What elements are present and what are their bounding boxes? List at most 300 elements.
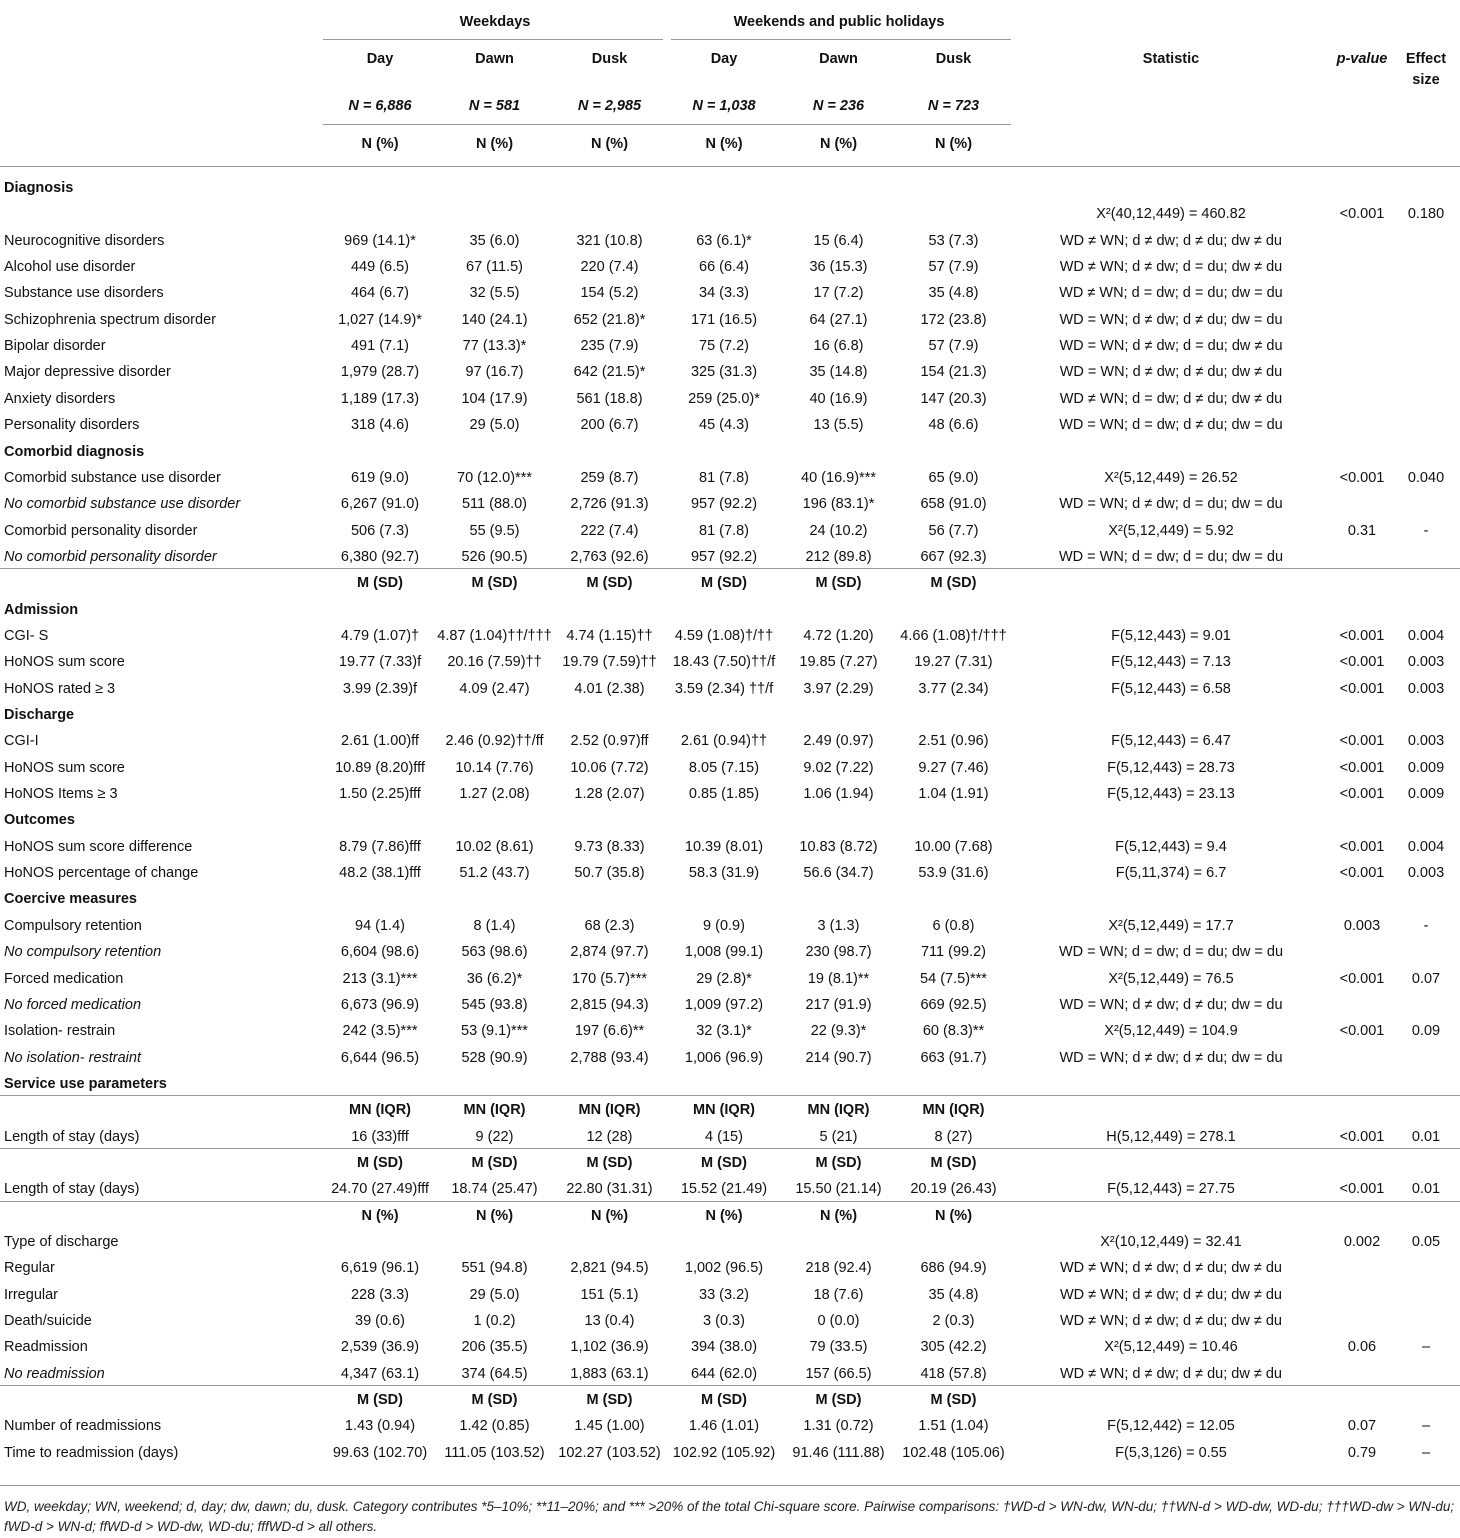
table-row <box>0 518 1460 544</box>
statistic-cell: F(5,11,374) = 6.7 <box>1115 865 1227 882</box>
col-wd-dawn: Dawn <box>475 51 514 67</box>
value-cell: 3.99 (2.39)f <box>342 680 418 697</box>
n-we-day: N = 1,038 <box>692 98 756 114</box>
value-cell: 24 (10.2) <box>809 522 868 539</box>
table-row <box>0 807 1460 833</box>
statistic-cell: WD = WN; d = dw; d = du; dw = du <box>1058 548 1284 565</box>
pvalue-cell <box>1322 1282 1402 1308</box>
value-cell <box>896 1229 1011 1255</box>
pvalue-cell <box>1322 307 1402 333</box>
section-heading: Diagnosis <box>4 180 74 196</box>
value-cell: 19.85 (7.27) <box>799 654 878 671</box>
value-cell: 217 (91.9) <box>805 996 872 1013</box>
subheader-cell: M (SD) <box>357 1392 403 1409</box>
table-row <box>0 1097 1460 1123</box>
value-cell: 48.2 (38.1)fff <box>339 865 421 882</box>
value-cell: 2 (0.3) <box>932 1313 975 1330</box>
value-cell: 1.42 (0.85) <box>459 1418 530 1435</box>
section-heading: Discharge <box>4 707 75 723</box>
row-label: Bipolar disorder <box>4 338 106 355</box>
subheader-cell: N (%) <box>705 1207 743 1224</box>
value-cell: 151 (5.1) <box>580 1286 639 1303</box>
effect-size-cell: 0.003 <box>1407 865 1445 882</box>
pvalue-cell <box>1322 1361 1402 1387</box>
table-row <box>0 1018 1460 1044</box>
value-cell: 374 (64.5) <box>461 1365 528 1382</box>
header-weekdays: Weekdays <box>459 14 531 30</box>
value-cell: 669 (92.5) <box>920 996 987 1013</box>
value-cell: 171 (16.5) <box>690 311 758 328</box>
statistic-cell: WD ≠ WN; d ≠ dw; d ≠ du; dw ≠ du <box>1059 1313 1282 1330</box>
pvalue-cell <box>1322 939 1402 965</box>
value-cell: 230 (98.7) <box>805 944 872 961</box>
header-bottom-rule <box>0 166 1460 167</box>
subheader-cell: N (%) <box>361 1207 399 1224</box>
value-cell: 154 (5.2) <box>580 285 639 302</box>
value-cell: 6,673 (96.9) <box>340 996 420 1013</box>
col-pvalue <box>1322 51 1402 67</box>
value-cell: 4.79 (1.07)† <box>340 627 420 644</box>
effect-size-cell <box>1395 280 1457 306</box>
value-cell: 65 (9.0) <box>928 469 979 486</box>
row-label: Irregular <box>4 1286 58 1303</box>
statistic-cell: X²(5,12,449) = 76.5 <box>1108 970 1234 987</box>
col-we-dawn: Dawn <box>819 51 858 67</box>
value-cell: 99.63 (102.70) <box>332 1444 428 1461</box>
row-label: Comorbid substance use disorder <box>4 469 221 486</box>
table-row <box>0 1176 1460 1202</box>
value-cell: 10.14 (7.76) <box>455 759 534 776</box>
value-cell: 48 (6.6) <box>928 417 979 434</box>
value-cell: 667 (92.3) <box>920 548 987 565</box>
effect-size-cell <box>1395 254 1457 280</box>
row-label: Comorbid personality disorder <box>4 522 198 539</box>
statistic-cell: F(5,12,443) = 23.13 <box>1107 786 1235 803</box>
n-wd-dusk: N = 2,985 <box>577 98 642 114</box>
row-label: CGI-I <box>4 733 39 750</box>
value-cell: 1,008 (99.1) <box>684 944 764 961</box>
value-cell: 321 (10.8) <box>576 232 643 249</box>
value-cell: 36 (15.3) <box>809 259 868 276</box>
table-row <box>0 860 1460 886</box>
statistic-cell: WD = WN; d ≠ dw; d ≠ du; dw ≠ du <box>1059 364 1283 381</box>
subheader-cell: MN (IQR) <box>807 1102 870 1119</box>
value-cell <box>667 201 781 227</box>
pvalue-cell: 0.79 <box>1347 1444 1377 1461</box>
effect-size-cell <box>1395 333 1457 359</box>
value-cell: 4.87 (1.04)††/††† <box>437 627 552 644</box>
header-weekends: Weekends and public holidays <box>733 14 945 30</box>
subheader-cell: MN (IQR) <box>922 1102 985 1119</box>
table-row <box>0 201 1460 227</box>
pvalue-cell <box>1322 1308 1402 1334</box>
value-cell: 35 (6.0) <box>469 232 520 249</box>
value-cell: 32 (3.1)* <box>696 1023 752 1040</box>
subheader-cell: M (SD) <box>471 1392 518 1409</box>
value-cell: 64 (27.1) <box>809 311 868 328</box>
value-cell: 91.46 (111.88) <box>792 1444 885 1461</box>
value-cell: 2.61 (0.94)†† <box>680 733 768 750</box>
pvalue-cell: 0.31 <box>1347 522 1377 539</box>
row-label: HoNOS rated ≥ 3 <box>4 680 116 697</box>
table-row <box>0 491 1460 517</box>
statistic-cell: WD = WN; d ≠ dw; d ≠ du; dw = du <box>1059 1049 1283 1066</box>
row-label: No isolation- restraint <box>4 1049 141 1066</box>
effect-size-cell: 0.180 <box>1407 206 1445 223</box>
pvalue-cell: <0.001 <box>1339 1181 1385 1198</box>
value-cell: 18.74 (25.47) <box>451 1181 538 1198</box>
effect-size-cell <box>1395 491 1457 517</box>
statistic-cell: X²(5,12,449) = 10.46 <box>1104 1339 1238 1356</box>
value-cell: 1.50 (2.25)fff <box>339 786 421 803</box>
value-cell: 2.52 (0.97)ff <box>570 733 649 750</box>
value-cell: 35 (4.8) <box>928 285 979 302</box>
value-cell: 1,002 (96.5) <box>684 1260 764 1277</box>
table-row <box>0 966 1460 992</box>
pvalue-cell: <0.001 <box>1339 1023 1385 1040</box>
effect-size-cell: 0.01 <box>1411 1181 1441 1198</box>
value-cell: 35 (14.8) <box>809 364 868 381</box>
value-cell: 53.9 (31.6) <box>918 865 989 882</box>
value-cell: 45 (4.3) <box>699 417 749 434</box>
value-cell: 15.52 (21.49) <box>680 1181 768 1198</box>
value-cell: 418 (57.8) <box>920 1365 987 1382</box>
n-wd-dawn: N = 581 <box>468 98 521 114</box>
statistic-cell: F(5,3,126) = 0.55 <box>1115 1444 1227 1461</box>
subheader-cell: N (%) <box>934 1207 973 1224</box>
value-cell: 4,347 (63.1) <box>340 1365 420 1382</box>
table-row <box>0 254 1460 280</box>
value-cell: 214 (90.7) <box>805 1049 872 1066</box>
value-cell: 16 (33)fff <box>351 1128 409 1145</box>
value-cell: 81 (7.8) <box>699 469 749 486</box>
pvalue-cell: <0.001 <box>1339 733 1385 750</box>
value-cell: 51.2 (43.7) <box>459 865 530 882</box>
npct-we-dusk: N (%) <box>934 136 973 152</box>
value-cell: 3.59 (2.34) ††/f <box>674 680 774 697</box>
effect-size-cell <box>1395 1308 1457 1334</box>
value-cell: 2,539 (36.9) <box>340 1339 420 1356</box>
table-row <box>0 676 1460 702</box>
table-row <box>0 1203 1460 1229</box>
table-row <box>0 412 1460 438</box>
table-bottom-rule <box>0 1485 1460 1486</box>
value-cell: 6,380 (92.7) <box>340 548 420 565</box>
value-cell: 969 (14.1)* <box>344 232 416 249</box>
value-cell: 1.06 (1.94) <box>803 786 874 803</box>
value-cell: 97 (16.7) <box>465 364 524 381</box>
subheader-cell: MN (IQR) <box>578 1102 641 1119</box>
value-cell: 4.09 (2.47) <box>459 680 530 697</box>
value-cell: 50.7 (35.8) <box>574 865 645 882</box>
value-cell: 3 (1.3) <box>817 917 860 934</box>
value-cell: 1,027 (14.9)* <box>338 311 422 328</box>
col-pvalue-p: p-value <box>1336 51 1388 67</box>
effect-size-cell <box>1395 386 1457 412</box>
section-heading: Service use parameters <box>4 1075 167 1092</box>
value-cell: 2,821 (94.5) <box>570 1260 649 1277</box>
value-cell: 4.72 (1.20) <box>803 627 874 644</box>
effect-size-cell: 0.009 <box>1407 786 1445 803</box>
row-label: Forced medication <box>4 970 124 987</box>
pvalue-cell <box>1322 386 1402 412</box>
pvalue-cell <box>1322 1045 1402 1071</box>
subheader-cell: M (SD) <box>815 1392 862 1409</box>
value-cell: 1.51 (1.04) <box>918 1418 989 1435</box>
statistic-cell: WD ≠ WN; d ≠ dw; d = du; dw ≠ du <box>1059 259 1283 276</box>
pvalue-cell <box>1322 491 1402 517</box>
value-cell: 526 (90.5) <box>461 548 528 565</box>
subheader-cell: M (SD) <box>701 1392 747 1409</box>
effect-size-cell <box>1395 412 1457 438</box>
statistic-cell: X²(5,12,449) = 5.92 <box>1108 522 1234 539</box>
subheader-rule <box>0 1148 1460 1149</box>
value-cell <box>323 201 437 227</box>
col-effect-size-2: size <box>1412 72 1440 88</box>
value-cell: 619 (9.0) <box>350 469 410 486</box>
value-cell: 8.05 (7.15) <box>688 759 760 776</box>
row-label: Schizophrenia spectrum disorder <box>4 311 216 328</box>
subheader-cell: M (SD) <box>930 1392 977 1409</box>
row-label: Time to readmission (days) <box>4 1444 179 1461</box>
table-row <box>0 1045 1460 1071</box>
value-cell: 58.3 (31.9) <box>688 865 760 882</box>
effect-size-cell: – <box>1421 1339 1431 1356</box>
value-cell: 218 (92.4) <box>805 1260 872 1277</box>
statistic-cell: F(5,12,442) = 12.05 <box>1107 1418 1235 1435</box>
col-we-day: Day <box>710 51 738 67</box>
row-label: Type of discharge <box>4 1234 119 1250</box>
value-cell: 29 (5.0) <box>469 1286 520 1303</box>
value-cell: 60 (8.3)** <box>922 1023 985 1040</box>
subheader-cell: MN (IQR) <box>348 1102 411 1119</box>
table-row <box>0 359 1460 385</box>
row-label: Major depressive disorder <box>4 364 171 381</box>
effect-size-cell: 0.003 <box>1407 654 1445 671</box>
pvalue-cell <box>1322 992 1402 1018</box>
value-cell: 94 (1.4) <box>355 917 405 934</box>
value-cell: 10.02 (8.61) <box>455 838 534 855</box>
effect-size-cell: 0.004 <box>1407 627 1445 644</box>
value-cell: 220 (7.4) <box>580 259 639 276</box>
value-cell: 111.05 (103.52) <box>444 1444 545 1461</box>
value-cell: 1.46 (1.01) <box>688 1418 760 1435</box>
value-cell: 3.97 (2.29) <box>803 680 874 697</box>
effect-size-cell: 0.09 <box>1411 1023 1441 1040</box>
section-heading: Coercive measures <box>4 891 137 908</box>
table-row <box>0 913 1460 939</box>
value-cell: 213 (3.1)*** <box>342 970 418 987</box>
table-row <box>0 781 1460 807</box>
effect-size-cell: 0.004 <box>1407 838 1445 855</box>
value-cell: 53 (7.3) <box>928 232 979 249</box>
value-cell: 70 (12.0)*** <box>457 469 532 486</box>
effect-size-cell: – <box>1421 1444 1431 1461</box>
subheader-cell: M (SD) <box>701 1154 747 1171</box>
table-row <box>0 755 1460 781</box>
statistic-cell: WD ≠ WN; d = dw; d = du; dw = du <box>1059 285 1283 302</box>
value-cell: 19 (8.1)** <box>807 970 870 987</box>
value-cell: 53 (9.1)*** <box>461 1023 528 1040</box>
pvalue-cell: <0.001 <box>1339 469 1385 486</box>
value-cell: 29 (2.8)* <box>696 970 752 987</box>
table-row <box>0 570 1460 596</box>
table-row <box>0 702 1460 728</box>
value-cell: 67 (11.5) <box>466 259 523 276</box>
value-cell <box>437 201 552 227</box>
value-cell: 259 (8.7) <box>580 469 639 486</box>
pvalue-cell <box>1322 1255 1402 1281</box>
effect-size-cell <box>1395 1255 1457 1281</box>
value-cell <box>552 201 667 227</box>
pvalue-cell: <0.001 <box>1339 786 1385 803</box>
value-cell: 957 (92.2) <box>690 496 758 513</box>
value-cell: 305 (42.2) <box>920 1339 987 1356</box>
effect-size-cell: 0.040 <box>1407 469 1445 486</box>
effect-size-cell <box>1395 544 1457 570</box>
value-cell: 140 (24.1) <box>461 311 528 328</box>
table-row <box>0 1387 1460 1413</box>
value-cell <box>781 201 896 227</box>
effect-size-cell: 0.07 <box>1411 970 1441 987</box>
npct-we-dawn: N (%) <box>819 136 858 152</box>
value-cell: 157 (66.5) <box>805 1365 872 1382</box>
value-cell: 57 (7.9) <box>928 338 979 355</box>
value-cell: 22.80 (31.31) <box>566 1181 653 1198</box>
value-cell: 36 (6.2)* <box>466 970 523 987</box>
statistic-cell: X²(10,12,449) = 32.41 <box>1100 1234 1242 1250</box>
row-label: No comorbid substance use disorder <box>4 496 241 513</box>
statistic-cell: WD ≠ WN; d ≠ dw; d ≠ du; dw ≠ du <box>1059 1365 1282 1382</box>
row-label: No compulsory retention <box>4 944 162 961</box>
value-cell: 102.48 (105.06) <box>902 1444 1005 1461</box>
npct-wd-dusk: N (%) <box>590 136 629 152</box>
pvalue-cell: <0.001 <box>1339 680 1385 697</box>
table-row <box>0 728 1460 754</box>
pvalue-cell <box>1322 544 1402 570</box>
value-cell: 663 (91.7) <box>920 1049 987 1066</box>
value-cell: 102.92 (105.92) <box>672 1444 776 1461</box>
subheader-cell: N (%) <box>590 1207 629 1224</box>
table-row <box>0 649 1460 675</box>
value-cell: 1,189 (17.3) <box>340 390 420 407</box>
subheader-cell: MN (IQR) <box>692 1102 755 1119</box>
n-wd-day: N = 6,886 <box>348 98 412 114</box>
pvalue-cell: <0.001 <box>1339 1128 1385 1145</box>
value-cell: 2.46 (0.92)††/ff <box>445 733 544 750</box>
value-cell <box>667 1229 781 1255</box>
value-cell: 6,644 (96.5) <box>340 1049 420 1066</box>
table-row <box>0 1361 1460 1387</box>
subheader-cell: N (%) <box>819 1207 858 1224</box>
statistic-cell: X²(5,12,449) = 17.7 <box>1108 917 1234 934</box>
effect-size-cell: - <box>1423 917 1429 934</box>
effect-size-cell <box>1395 992 1457 1018</box>
value-cell: 20.19 (26.43) <box>910 1181 997 1198</box>
table-row <box>0 1229 1460 1255</box>
value-cell: 63 (6.1)* <box>696 232 752 249</box>
value-cell: 8 (27) <box>934 1128 973 1145</box>
value-cell <box>896 201 1011 227</box>
pvalue-cell: 0.06 <box>1347 1339 1377 1356</box>
section-heading: Admission <box>4 601 79 618</box>
table-row <box>0 1071 1460 1097</box>
value-cell: 170 (5.7)*** <box>572 970 647 987</box>
subheader-cell: N (%) <box>475 1207 514 1224</box>
value-cell: 200 (6.7) <box>580 417 639 434</box>
value-cell: 81 (7.8) <box>699 522 749 539</box>
row-label: Compulsory retention <box>4 917 142 934</box>
value-cell: 2,874 (97.7) <box>570 944 649 961</box>
value-cell: 15 (6.4) <box>813 232 864 249</box>
table-row <box>0 1255 1460 1281</box>
value-cell: 6,267 (91.0) <box>340 496 420 513</box>
row-label: HoNOS Items ≥ 3 <box>4 786 118 803</box>
row-label: Personality disorders <box>4 417 140 434</box>
value-cell: 4.74 (1.15)†† <box>566 627 653 644</box>
value-cell: 563 (98.6) <box>461 944 528 961</box>
table-row <box>0 386 1460 412</box>
subheader-cell: MN (IQR) <box>463 1102 526 1119</box>
value-cell: 19.27 (7.31) <box>914 654 993 671</box>
statistic-cell: WD = WN; d = dw; d = du; dw = du <box>1058 944 1284 961</box>
value-cell: 506 (7.3) <box>350 522 410 539</box>
row-label: Substance use disorders <box>4 285 164 302</box>
value-cell: 4 (15) <box>705 1128 743 1145</box>
value-cell: 15.50 (21.14) <box>795 1181 882 1198</box>
subheader-cell: M (SD) <box>815 1154 862 1171</box>
value-cell: 22 (9.3)* <box>810 1023 867 1040</box>
pvalue-cell <box>1322 333 1402 359</box>
value-cell: 1.04 (1.91) <box>918 786 989 803</box>
value-cell: 1,102 (36.9) <box>570 1339 649 1356</box>
npct-wd-dawn: N (%) <box>475 136 514 152</box>
subheader-cell: M (SD) <box>930 1154 977 1171</box>
value-cell: 1.31 (0.72) <box>803 1418 874 1435</box>
value-cell: 235 (7.9) <box>580 338 639 355</box>
value-cell: 642 (21.5)* <box>573 364 646 381</box>
statistic-cell: X²(5,12,449) = 26.52 <box>1104 469 1238 486</box>
statistic-cell: WD ≠ WN; d ≠ dw; d ≠ du; dw ≠ du <box>1059 1286 1282 1303</box>
effect-size-cell: - <box>1423 522 1429 539</box>
table-row <box>0 1440 1460 1466</box>
value-cell: 1,883 (63.1) <box>570 1365 649 1382</box>
value-cell: 2,788 (93.4) <box>570 1049 649 1066</box>
subheader-cell: M (SD) <box>357 1154 403 1171</box>
statistic-cell: F(5,12,443) = 6.58 <box>1111 680 1231 697</box>
statistic-cell: WD ≠ WN; d = dw; d ≠ du; dw ≠ du <box>1059 390 1283 407</box>
value-cell: 77 (13.3)* <box>462 338 527 355</box>
value-cell: 545 (93.8) <box>461 996 528 1013</box>
row-label: HoNOS sum score <box>4 654 125 671</box>
value-cell: 3 (0.3) <box>703 1313 745 1330</box>
pvalue-cell: 0.002 <box>1343 1234 1381 1250</box>
value-cell: 206 (35.5) <box>461 1339 528 1356</box>
npct-wd-day: N (%) <box>361 136 399 152</box>
value-cell: 957 (92.2) <box>690 548 758 565</box>
value-cell: 57 (7.9) <box>928 259 979 276</box>
value-cell: 2.51 (0.96) <box>918 733 989 750</box>
value-cell: 491 (7.1) <box>350 338 410 355</box>
effect-size-cell <box>1395 228 1457 254</box>
value-cell: 17 (7.2) <box>813 285 864 302</box>
value-cell: 79 (33.5) <box>809 1339 868 1356</box>
pvalue-cell: <0.001 <box>1339 970 1385 987</box>
pvalue-cell: <0.001 <box>1339 865 1385 882</box>
value-cell: 1 (0.2) <box>473 1313 516 1330</box>
effect-size-cell: 0.01 <box>1411 1128 1441 1145</box>
value-cell: 102.27 (103.52) <box>558 1444 661 1461</box>
